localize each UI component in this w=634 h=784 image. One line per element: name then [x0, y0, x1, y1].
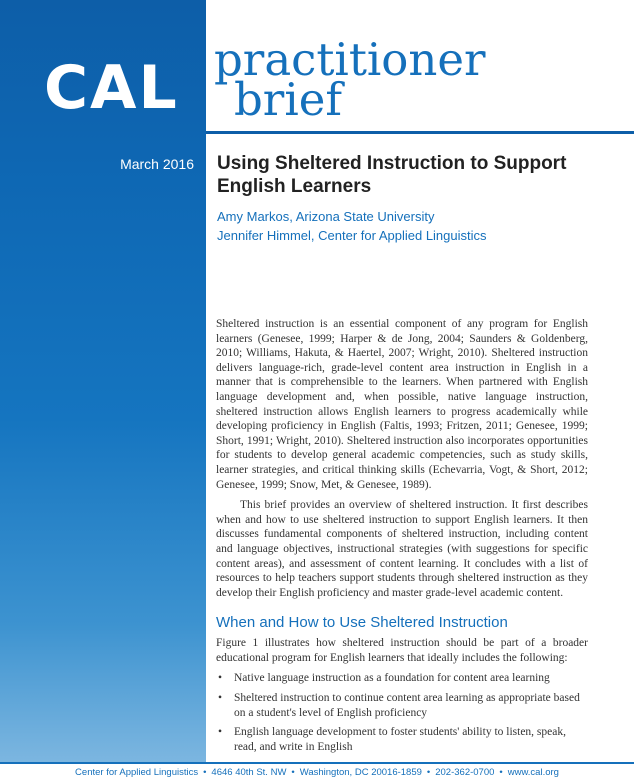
body-paragraph-2: This brief provides an overview of sheltered instruction. It first describes when and how to use sheltered instruction to support English learners. It then discusses fundamental components of sheltered instruction, including content and language objectives, instructional strategies (with suggestions for specific content areas), and assessment of content learning. It concludes with a list of resources to help teachers support students through sheltered instruction as they develop their English proficiency and master grade-level academic content.: [216, 499, 588, 599]
footer-org: Center for Applied Linguistics: [75, 767, 199, 778]
footer: [0, 767, 634, 778]
list-item-text: Sheltered instruction to continue content area learning as appropriate based on a student's level of English proficiency: [234, 692, 580, 719]
series-title: [214, 33, 486, 126]
body-paragraph-1: Sheltered instruction is an essential component of any program for English learners (Genesee, 1999; Harper & de Jong, 2004; Saunders & Goldenberg, 2010; Williams, Hakuta, & Haertel, 2007; Wright, 2010). Sheltered instruction delivers language-rich, grade-level content area instruction in English in a manner that is comprehensible to the learners. When partnered with English language development and, when possible, native language instruction, sheltered instruction allows English learners to progress academically while developing proficiency in English (Faltis, 1993; Fritzen, 2011; Genesee, 1999; Short, 1991; Wright, 2010). Sheltered instruction also incorporates opportunities for students to develop general academic competencies, such as study skills, learner strategies, and critical thinking skills (Echevarria, Vogt, & Short, 2012; Genesee, 1999; Snow, Met, & Genesee, 1989).: [216, 318, 588, 491]
bullet-list: [216, 671, 588, 754]
list-item: [216, 691, 588, 720]
section-heading: When and How to Use Sheltered Instruction: [216, 614, 508, 632]
list-item-text: English language development to foster students' ability to listen, speak, read, and write in English: [234, 726, 566, 753]
author-list: [217, 207, 487, 245]
cal-logo: CAL: [44, 53, 179, 123]
footer-phone: 202-362-0700: [435, 767, 495, 778]
footer-separator: •: [203, 767, 207, 778]
bullet-icon: •: [218, 672, 223, 685]
list-item-text: Native language instruction as a foundation for content area learning: [234, 672, 550, 685]
list-item: [216, 725, 588, 754]
author-2: Jennifer Himmel, Center for Applied Linguistics: [217, 228, 487, 243]
publication-date: March 2016: [120, 156, 194, 172]
author-1: Amy Markos, Arizona State University: [217, 209, 435, 224]
footer-separator: •: [426, 767, 431, 778]
article-headline: Using Sheltered Instruction to Support English Learners: [217, 153, 567, 197]
body-paragraph-3: Figure 1 illustrates how sheltered instruction should be part of a broader educational program for English learners that ideally includes the following:: [216, 637, 588, 664]
header-rule: [206, 131, 634, 134]
bullet-icon: •: [218, 726, 223, 739]
bullet-icon: •: [218, 692, 223, 705]
footer-rule: [0, 762, 634, 764]
series-title-line1: practitioner: [214, 33, 486, 86]
footer-separator: •: [499, 767, 503, 778]
series-title-line2: brief: [234, 73, 342, 126]
footer-city: Washington, DC 20016-1859: [299, 767, 422, 778]
list-item: [216, 671, 588, 686]
footer-address: 4646 40th St. NW: [211, 767, 287, 778]
article-body: [216, 317, 588, 759]
footer-separator: •: [291, 767, 295, 778]
footer-web-link[interactable]: www.cal.org: [507, 767, 559, 778]
